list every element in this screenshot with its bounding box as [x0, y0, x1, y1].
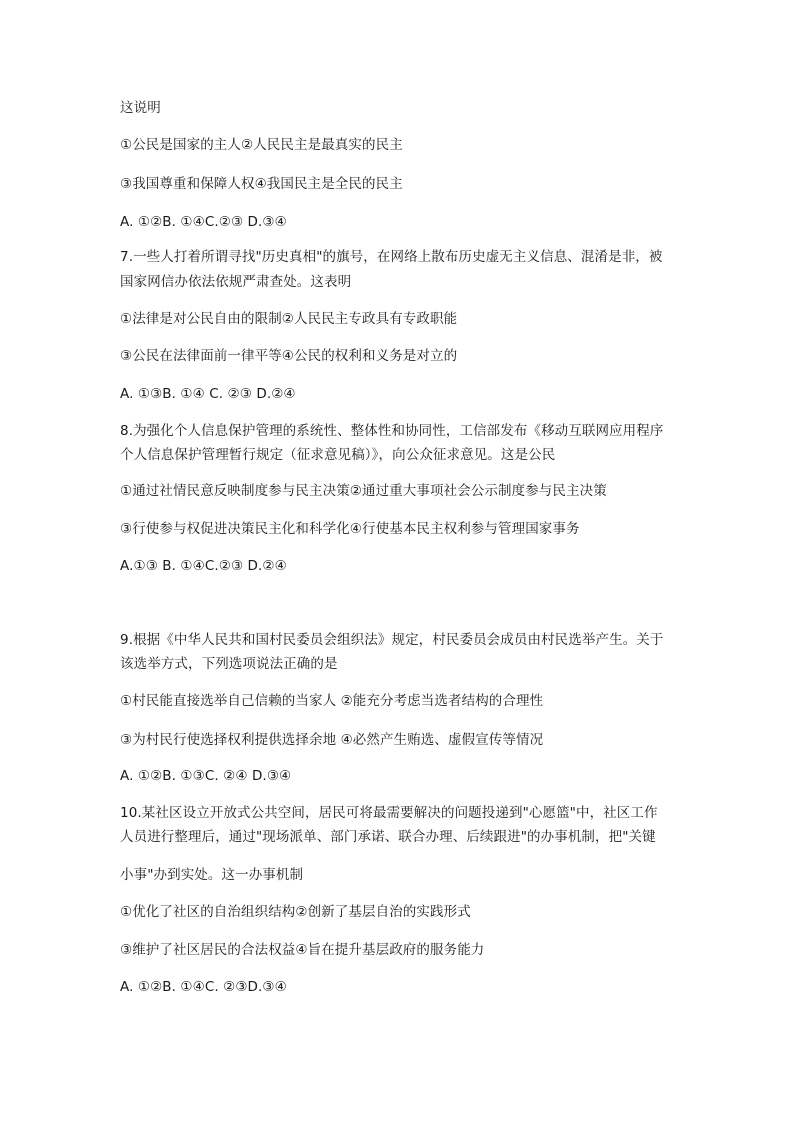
- question-9-line-2: 该选举方式，下列选项说法正确的是: [120, 656, 338, 672]
- text-line: 这说明: [120, 100, 161, 116]
- text-line: ①法律是对公民自由的限制②人民民主专政具有专政职能: [120, 311, 458, 327]
- question-9-line-1: 9.根据《中华人民共和国村民委员会组织法》规定，村民委员会成员由村民选举产生。关于: [120, 632, 664, 648]
- question-8-line-1: 8.为强化个人信息保护管理的系统性、整体性和协同性，工信部发布《移动互联网应用程序: [120, 423, 664, 439]
- text-line: A. ①②B. ①④C.②③ D.③④: [120, 214, 287, 230]
- text-line: A. ①②B. ①③C. ②④ D.③④: [120, 768, 292, 784]
- question-10-line-1: 10.某社区设立开放式公共空间，居民可将最需要解决的问题投递到"心愿篮"中，社区工作: [120, 805, 658, 821]
- question-7-line-1: 7.一些人打着所谓寻找"历史真相"的旗号，在网络上散布历史虚无主义信息、混淆是非，被: [120, 249, 663, 265]
- question-7-line-2: 国家网信办依法依规严肃查处。这表明: [120, 274, 352, 290]
- text-line: ③行使参与权促进决策民主化和科学化④行使基本民主权利参与管理国家事务: [120, 521, 580, 537]
- text-line: ③公民在法律面前一律平等④公民的权利和义务是对立的: [120, 348, 458, 364]
- text-line: A. ①②B. ①④C. ②③D.③④: [120, 979, 287, 995]
- text-line: ③维护了社区居民的合法权益④旨在提升基层政府的服务能力: [120, 942, 485, 958]
- text-line: ③我国尊重和保障人权④我国民主是全民的民主: [120, 176, 403, 192]
- question-10-line-3: 小事"办到实处。这一办事机制: [120, 867, 304, 883]
- text-line: ①公民是国家的主人②人民民主是最真实的民主: [120, 137, 403, 153]
- text-line: ③为村民行使选择权利提供选择余地 ④必然产生贿选、虚假宣传等情况: [120, 732, 544, 748]
- text-line: A. ①③B. ①④ C. ②③ D.②④: [120, 386, 296, 402]
- text-line: A.①③ B. ①④C.②③ D.②④: [120, 558, 287, 574]
- text-line: ①通过社情民意反映制度参与民主决策②通过重大事项社会公示制度参与民主决策: [120, 483, 607, 499]
- text-line: ①村民能直接选举自己信赖的当家人 ②能充分考虑当选者结构的合理性: [120, 693, 544, 709]
- text-line: ①优化了社区的自治组织结构②创新了基层自治的实践形式: [120, 904, 471, 920]
- question-10-line-2: 人员进行整理后，通过"现场派单、部门承诺、联合办理、后续跟进"的办事机制，把"关键: [120, 829, 656, 845]
- question-8-line-2: 个人信息保护管理暂行规定（征求意见稿）》，向公众征求意见。这是公民: [120, 447, 556, 463]
